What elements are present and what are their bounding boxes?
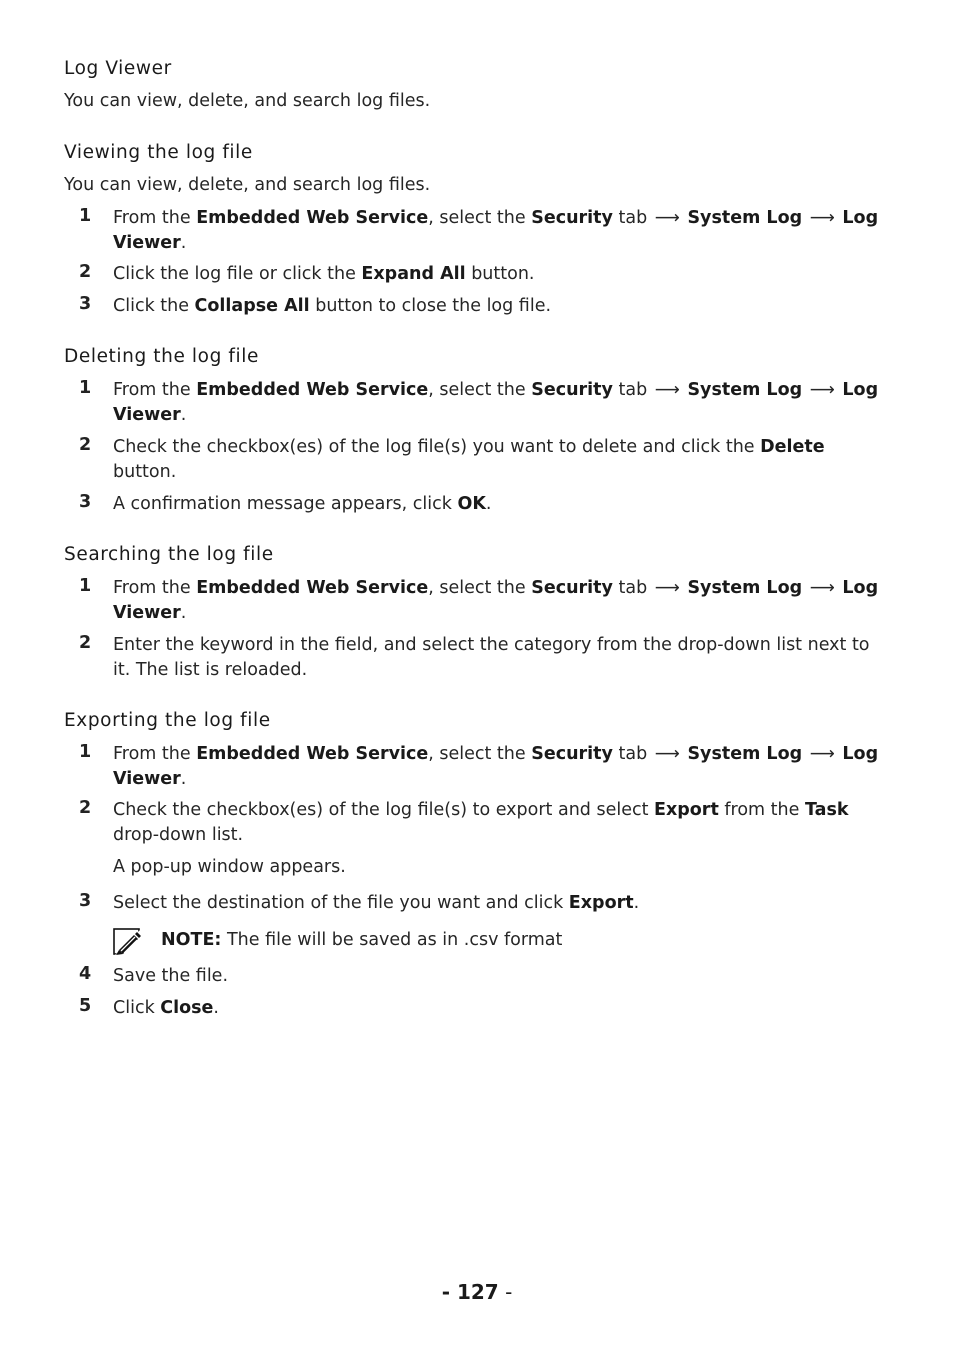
page-number: - 127 - [441, 1280, 513, 1304]
arrow-icon: ⟶ [809, 578, 835, 598]
step-number: 1 [79, 378, 92, 398]
deleting-step-2: Check the checkbox(es) of the log file(s) you want to delete and click the Delete button. [113, 437, 825, 482]
exporting-step-1: From the Embedded Web Service, select the Security tab ⟶ System Log ⟶ Log Viewer. [113, 744, 879, 789]
viewing-title: Viewing the log file [64, 142, 253, 163]
exporting-title: Exporting the log file [64, 710, 271, 731]
viewing-intro: You can view, delete, and search log files. [64, 175, 431, 195]
section-intro: You can view, delete, and search log files. [64, 91, 431, 111]
searching-step-2: Enter the keyword in the field, and select the category from the drop-down list next to it. The list is reloaded. [113, 635, 870, 680]
step-number: 1 [79, 206, 92, 226]
step-number: 1 [79, 742, 92, 762]
arrow-icon: ⟶ [654, 744, 680, 764]
step-number: 2 [79, 798, 92, 818]
exporting-step-3: Select the destination of the file you want and click Export. [113, 893, 640, 913]
viewing-step-2: Click the log file or click the Expand All button. [113, 264, 535, 284]
step-number: 1 [79, 576, 92, 596]
deleting-step-3: A confirmation message appears, click OK. [113, 494, 492, 514]
step-number: 2 [79, 435, 92, 455]
searching-step-1: From the Embedded Web Service, select the Security tab ⟶ System Log ⟶ Log Viewer. [113, 578, 879, 623]
exporting-step-5: Click Close. [113, 998, 219, 1018]
step-number: 3 [79, 891, 92, 911]
step-number: 4 [79, 964, 92, 984]
deleting-title: Deleting the log file [64, 346, 259, 367]
arrow-icon: ⟶ [809, 744, 835, 764]
viewing-step-3: Click the Collapse All button to close the log file. [113, 296, 552, 316]
exporting-step-4: Save the file. [113, 966, 229, 986]
step-number: 3 [79, 294, 92, 314]
viewing-step-1: From the Embedded Web Service, select the Security tab ⟶ System Log ⟶ Log Viewer. [113, 208, 879, 253]
section-title: Log Viewer [64, 58, 172, 79]
arrow-icon: ⟶ [654, 380, 680, 400]
step-number: 3 [79, 492, 92, 512]
step-number: 2 [79, 633, 92, 653]
deleting-step-1: From the Embedded Web Service, select the Security tab ⟶ System Log ⟶ Log Viewer. [113, 380, 879, 425]
arrow-icon: ⟶ [654, 578, 680, 598]
step-number: 5 [79, 996, 92, 1016]
step-number: 2 [79, 262, 92, 282]
exporting-step-2-result: A pop-up window appears. [113, 857, 346, 877]
arrow-icon: ⟶ [654, 208, 680, 228]
arrow-icon: ⟶ [809, 380, 835, 400]
exporting-step-2: Check the checkbox(es) of the log file(s) to export and select Export from the Task drop-down list. [113, 800, 849, 845]
arrow-icon: ⟶ [809, 208, 835, 228]
note-pencil-icon [113, 927, 143, 957]
note-text: NOTE: The file will be saved as in .csv format [161, 930, 563, 950]
searching-title: Searching the log file [64, 544, 274, 565]
